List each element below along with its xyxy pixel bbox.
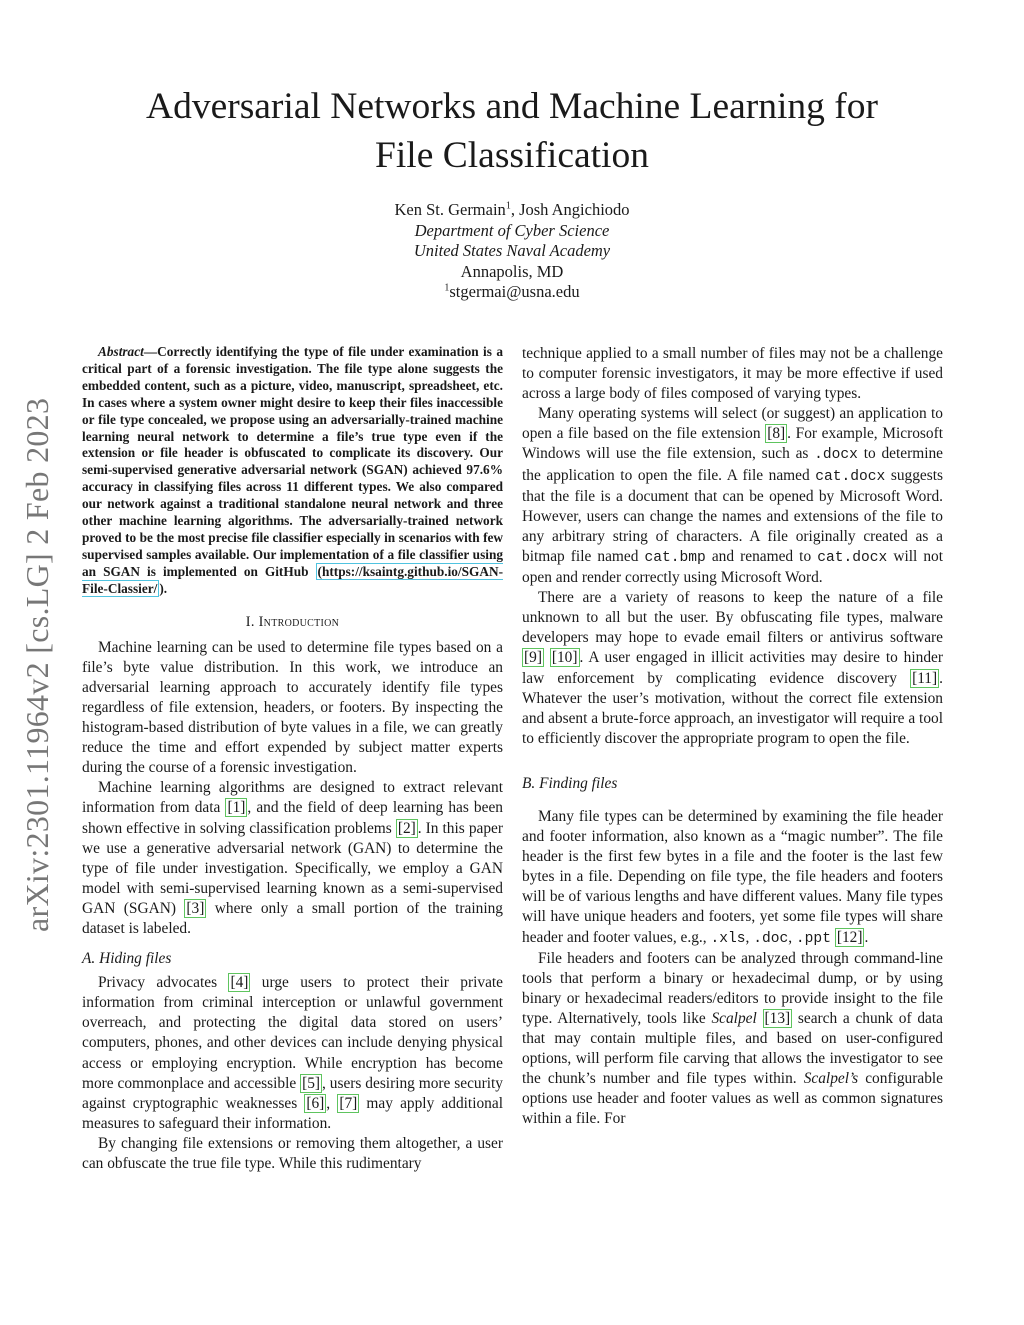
right-column — [522, 344, 943, 1129]
text-run: , users desiring more security against cryptographic weaknesses — [82, 1074, 503, 1112]
text-run: . Whatever the user’s motivation, without the correct file extension and absent a brute-force approach, an investigator will require a tool to efficiently discover the appropriate program to open the file. — [522, 669, 943, 747]
citation-8[interactable]: [8] — [767, 425, 786, 443]
section-number: I. — [245, 613, 259, 630]
text-run: There are a variety of reasons to keep the nature of a file unknown to all but the user. By obfuscating file types, malware developers may hope to evade email filters or antivirus software — [522, 589, 943, 647]
abstract-text: —Correctly identifying the type of file under examination is a critical part of a forensic investigation. The file type alone suggests the embedded content, such as a picture, video, manuscript, spreadsheet, etc. In cases where a system owner might desire to keep their files inaccessible or file type concealed, we propose using an adversarially-trained machine learning neural network to determine a file’s true type even if the extension or file header is obfuscated to complicate its discovery. Our semi-supervised generative adversarial network (SGAN) achieved 97.6% accuracy in classifying files across 11 different types. We also compared our network against a traditional standalone neural network and three other machine learning algorithms. The adversarially-trained network proved to be the most precise file classifier especially in scenarios with few supervised samples available. Our implementation of a file classifier using an SGAN is implemented on GitHub — [82, 344, 503, 579]
text-run — [757, 1010, 763, 1027]
citation-4[interactable]: [4] — [230, 974, 249, 992]
text-run: will not open and render correctly using Microsoft Word. — [522, 547, 943, 587]
finding-paragraph-1 — [522, 807, 943, 949]
text-run: and renamed to — [705, 547, 818, 565]
section-heading-introduction — [82, 612, 503, 632]
code-xls: .xls — [710, 930, 746, 947]
code-ppt: .ppt — [795, 930, 831, 947]
code-cat-bmp: cat.bmp — [644, 549, 706, 566]
tool-name-scalpel: Scalpel — [711, 1009, 757, 1027]
finding-paragraph-2 — [522, 949, 943, 1130]
text-run: where only a small portion of the training dataset is labeled. — [82, 899, 503, 937]
citation-12[interactable]: [12] — [836, 928, 863, 946]
text-run: File headers and footers can be analyzed through command-line tools that perform a binary or hexadecimal dump, or by using binary or hexadecimal readers/editors to provide insight to the file type. Alternatively, tools like — [522, 949, 943, 1027]
abstract-text-end: ). — [159, 580, 168, 596]
citation-11[interactable]: [11] — [912, 669, 938, 687]
abstract-label: Abstract — [98, 344, 144, 359]
text-run: Machine learning algorithms are designed to extract relevant information from data — [82, 779, 503, 817]
github-link[interactable]: (https://ksaintg.github.io/SGAN-File-Classier/ — [82, 563, 503, 596]
intro-paragraph-2 — [82, 778, 503, 939]
text-run — [544, 649, 550, 666]
author-1-affiliation-mark: 1 — [505, 200, 511, 212]
arxiv-identifier-stamp — [12, 240, 58, 940]
text-run: Privacy advocates — [98, 974, 229, 992]
author-1-name: Ken St. Germain — [394, 200, 506, 219]
text-run: . A user engaged in illicit activities may desire to hinder law enforcement by complicating evidence discovery — [522, 649, 943, 687]
citation-7[interactable]: [7] — [339, 1094, 358, 1112]
author-institution: United States Naval Academy — [413, 241, 611, 260]
author-block — [262, 200, 762, 303]
text-run: search a chunk of data that may contain multiple files, and based on user-configured options, will perform file carving that allows the investigator to see the chunk’s number and file types within. — [522, 1009, 943, 1088]
paper-title-line-2: File Classification — [375, 135, 649, 176]
author-email-line — [262, 282, 762, 303]
text-run: , — [745, 928, 754, 946]
right-paragraph-2 — [522, 404, 943, 588]
text-run: Many file types can be determined by examining the file header and footer information, also known as a “magic number”. The file header is the first few bytes in a file and the footer is the last few bytes in a file. Depending on file type, the file headers and footers will be of various lengths and have different values. Many file types will have unique headers and footers, yet some file types will share header and footer values, e.g., — [522, 807, 943, 946]
citation-13[interactable]: [13] — [764, 1009, 791, 1027]
citation-9[interactable]: [9] — [524, 649, 542, 667]
code-cat-docx-renamed: cat.docx — [817, 549, 888, 566]
text-run: , and the field of deep learning has been shown effective in solving classification problems — [82, 799, 503, 837]
right-paragraph-1: technique applied to a small number of files may not be a challenge to computer forensic investigators, it may be more effective if used across a large body of files composed of varying types. — [522, 345, 943, 403]
text-run: urge users to protect their private information from criminal interception or unlawful government overreach, and protecting the digital data stored on users’ computers, phones, and other devices can include denying physical access or employing encryption. While encryption has become more commonplace and accessible — [82, 974, 504, 1092]
author-email: stgermai@usna.edu — [449, 282, 580, 301]
code-doc: .doc — [753, 930, 789, 947]
text-run: Many operating systems will select (or suggest) an application to open a file based on the file extension — [522, 405, 943, 443]
text-run: , — [326, 1094, 338, 1112]
citation-6[interactable]: [6] — [306, 1094, 325, 1112]
code-docx: .docx — [814, 447, 858, 464]
arxiv-identifier-svg — [12, 240, 58, 940]
author-department: Department of Cyber Science — [414, 220, 610, 240]
text-run: may apply additional measures to safeguard their information. — [82, 1094, 503, 1132]
section-title: Introduction — [258, 613, 340, 630]
paper-title — [100, 82, 924, 180]
abstract — [82, 344, 503, 598]
left-column — [82, 344, 503, 1174]
arxiv-identifier-text: arXiv:2301.11964v2 [cs.LG] 2 Feb 2023 — [19, 397, 55, 932]
right-paragraph-3 — [522, 588, 943, 749]
citation-1[interactable]: [1] — [227, 799, 246, 817]
subsection-heading-hiding-files: A. Hiding files — [82, 950, 172, 968]
citation-10[interactable]: [10] — [551, 649, 578, 667]
author-names — [262, 200, 762, 221]
intro-paragraph-1: Machine learning can be used to determine file types based on a file’s byte value distribution. In this work, we introduce an adversarial learning approach to accurately identify file types regardless of file extension, headers, or footers. By inspecting the histogram-based distribution of byte values in a file, we can greatly reduce the time and effort expended by subject matter experts during the course of a forensic investigation. — [82, 638, 503, 777]
text-run: . — [864, 928, 869, 946]
text-run: suggests that the file is a document that can be opened by Microsoft Word. However, users can change the names and extensions of the file to any arbitrary string of characters. A file originally created as a bitmap file named — [522, 466, 943, 565]
text-run: , — [788, 928, 796, 946]
hiding-paragraph-2: By changing file extensions or removing them altogether, a user can obfuscate the true file type. While this rudimentary — [82, 1134, 503, 1173]
text-run: . For example, Microsoft Windows will use the file extension, such as — [522, 425, 943, 463]
subsection-heading-finding-files: B. Finding files — [522, 774, 618, 792]
author-2-name: , Josh Angichiodo — [510, 200, 630, 219]
citation-2[interactable]: [2] — [397, 819, 416, 837]
text-run: . In this paper we use a generative adversarial network (GAN) to determine the type of file under investigation. Specifically, we employ a GAN model with semi-supervised learning known as a semi-supervised GAN (SGAN) — [82, 819, 503, 917]
text-run: to determine the application to open the file. A file named — [522, 445, 943, 484]
email-affiliation-mark: 1 — [444, 282, 450, 294]
author-location: Annapolis, MD — [460, 261, 564, 281]
text-run: configurable options use header and footer values as well as common signatures within a file. For — [522, 1070, 943, 1128]
paper-title-line-1: Adversarial Networks and Machine Learning for — [145, 86, 879, 127]
hiding-paragraph-1 — [82, 973, 503, 1134]
citation-3[interactable]: [3] — [186, 899, 205, 917]
code-cat-docx: cat.docx — [815, 468, 886, 485]
citation-5[interactable]: [5] — [302, 1074, 321, 1092]
tool-name-scalpels: Scalpel’s — [803, 1070, 859, 1088]
